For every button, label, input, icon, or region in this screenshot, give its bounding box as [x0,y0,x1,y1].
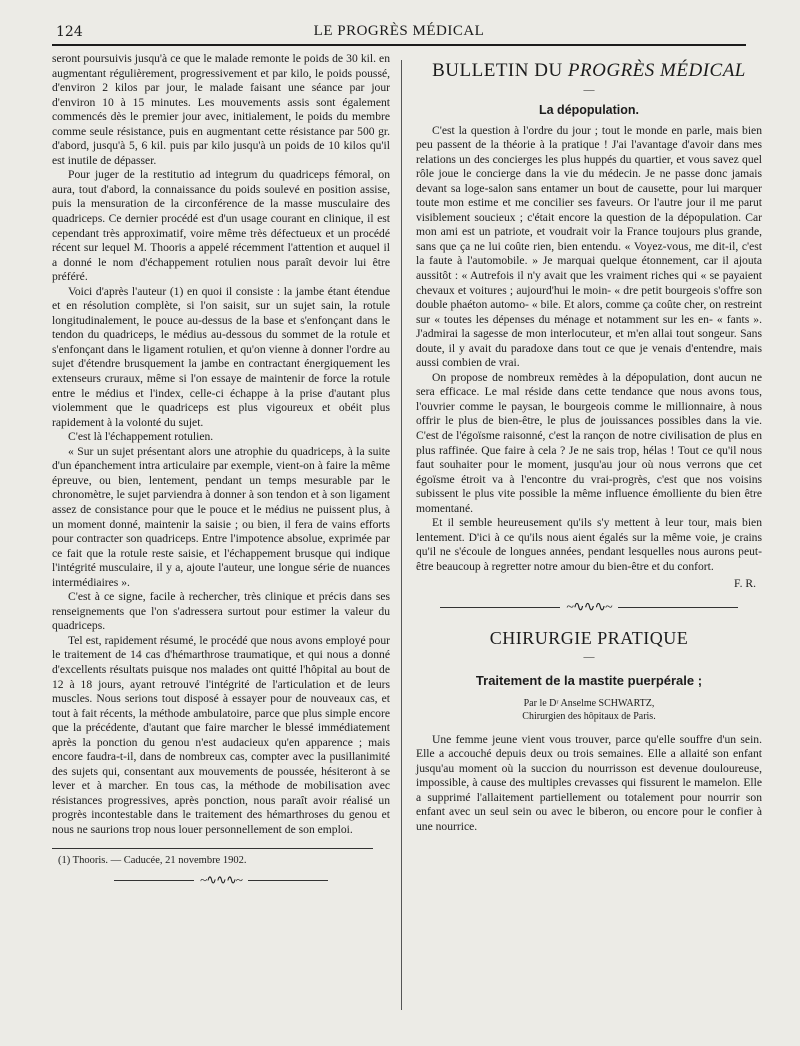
page-header [52,18,746,46]
bulletin-separator: — [583,84,595,96]
section-ornament: ~∿∿∿~ [416,599,762,617]
left-column [52,52,390,1037]
article-byline [416,697,762,723]
left-paragraph: seront poursuivis jusqu'à ce que le malade remonte le poids de 30 kil. en augmentant régulièrement, progressivement et par kilo, le poids poussé, d'environ 2 kilos par jour, le malade faisant une séance par jour d'environ 10 à 15 minutes. Les mouvements assis sont également commencés dès le premier jour avec, initialement, le poids du membre comme seule résistance, puis en augmentant cette résistance par 500 gr. d'abord, jusqu'à 5, 6 kil. puis par kilo jusqu'à un poids de 10 kilos qu'il est inutile de dépasser. [52,52,390,167]
bulletin-title-italic: PROGRÈS MÉDICAL [567,60,746,81]
left-paragraph: C'est à ce signe, facile à rechercher, très clinique et précis dans ses renseignements que l'on s'adressera surtout pour estimer la valeur du quadriceps. [52,590,390,633]
column-divider [401,60,402,1010]
article-title: Traitement de la mastite puerpérale ; [475,673,703,689]
journal-title: LE PROGRÈS MÉDICAL [313,23,485,39]
bulletin-paragraph: Et il semble heureusement qu'ils s'y mettent à leur tour, mais bien lentement. D'ici à ce qu'ils nous aient égalés sur la même voie, je crains qu'il ne s'écoule de longues années, pendant lesquelles nous aurons peut-être beaucoup à regretter notre amour du bien-être et du confort. [416,516,762,573]
left-paragraph: C'est là l'échappement rotulien. [68,430,214,444]
bulletin-signature: F. R. [734,576,756,590]
right-column [416,52,762,1037]
left-paragraph: Voici d'après l'auteur (1) en quoi il consiste : la jambe étant étendue et en résolution complète, si l'on saisit, sur un sujet sain, la rotule longitudinalement, le pouce au-dessus de la base et s'enfonçant dans le tendon du quadriceps, le médius au-dessous du sommet de la rotule et s'enfonçant dans le ligament rotulien, et qu'on vienne à donner l'ordre au sujet d'étendre brusquement la jambe en contractant énergiquement les extenseurs cruraux, même si l'on essaye de maintenir de force la rotule entre le médius et l'index, celle-ci échappe à la prise d'autant plus violemment que le quadriceps est plus vigoureux et obéit plus rapidement à la volonté du sujet. [52,284,390,429]
byline-author: Par le Dʳ Anselme SCHWARTZ, [523,697,655,709]
left-paragraph: Pour juger de la restitutio ad integrum du quadriceps fémoral, on aura, tout d'abord, la connaissance du poids soulevé en position assise, puis la mensuration de la circonférence de la masse musculaire des quadriceps. Ce dernier procédé est d'un usage courant en clinique, il est cependant très approximatif, voire même très défectueux et un procédé récent sur lequel M. Thooris a appelé récemment l'attention et auquel il a donné le nom d'échappement rotulien nous paraît devoir lui être préféré. [52,168,390,284]
bulletin-paragraph: C'est la question à l'ordre du jour ; tout le monde en parle, mais bien peu passent de la théorie à la pratique ! J'ai l'avantage d'avoir dans mes relations un des concierges les plus huppés du quartier, et vous savez quel rôle joue le concierge dans la vie du médecin. Je ne passe donc jamais devant sa loge-salon sans entamer un bout de causette, pour lui marquer toute mon estime et me concilier ses faveurs. Or l'autre jour il me parut visiblement soucieux ; c'était encore la question de la dépopulation. Car mon ami est un patriote, et voudrait voir la France toujours plus grande, sans que ça ne lui coûte rien, bien entendu. « Voyez-vous, me dit-il, c'est la faute à l'automobile. » Je marquai quelque étonnement, car il ajouta aussitôt : « Autrefois il n'y avait que les vraiment riches qui « se payaient chevaux et voitures ; aujourd'hui le moin- « dre petit bourgeois s'offre son double phaéton automo- « bile. Et alors, comme ça coûte cher, on restreint sur « toutes les dépenses du ménage et notamment sur les en- « fants ». J'admirai la sagesse de mon interlocuteur, et m'en allai tout songeur. Sans doute, il y avait du paradoxe dans tout ce que je venais d'entendre, mais aussi combien de vrai. [416,123,762,370]
footnote: (1) Thooris. — Caducée, 21 novembre 1902. [58,854,247,866]
chirurgie-separator: — [583,651,595,664]
byline-role: Chirurgien des hôpitaux de Paris. [522,710,656,722]
bulletin-paragraph: On propose de nombreux remèdes à la dépopulation, dont aucun ne sera efficace. Le mal réside dans cette tendance que nous avons tous, l'ouvrier comme le paysan, le bourgeois comme le millionnaire, à nous offrir le plus de bien-être, le plus de jouissances possibles dans la vie. C'est de l'égoïsme raisonné, c'est la rançon de notre civilisation de plus en plus raffinée. Que faire à cela ? Je ne sais trop, hélas ! Tout ce qu'il nous faut souhaiter pour le moment, jusqu'au jour où nous verrons que cet égoïsme étroit va à l'encontre du vrai-progrès, c'est que nos voisins subissent le plus vite possible la même influence émolliente du bien être momentané. [416,370,762,515]
bulletin-subtitle: La dépopulation. [539,103,639,117]
left-paragraph: Tel est, rapidement résumé, le procédé que nous avons employé pour le traitement de 14 cas d'hémarthrose traumatique, et qui nous a donné d'excellents résultats puisque nos malades ont quitté l'hôpital au bout de 12 à 18 jours, ayant retrouvé l'intégrité de l'articulation et de leurs muscles. Nous serions tout disposé à essayer pour de nouveaux cas, et tout à fait récents, la méthode ambulatoire, parce que plus simple encore que la précédente, d'autant que faire marcher le blessé immédiatement après la ponction du genou n'est audacieux qu'en apparence ; mais encore faudra-t-il, dans de nombreux cas, compter avec la pusillanimité des sujets qui, consentant aux mouvements de poussée, hésiteront à se lever et à marcher. En tous cas, la méthode de mobilisation avec résistances progressives, après ponction, nous paraît avoir réalisé un progrès incontestable dans le traitement des hémarthroses du genou et nous ne saurions trop nous louer personnellement de son emploi. [52,633,390,836]
footnote-divider [52,848,373,849]
chirurgie-section-title: CHIRURGIE PRATIQUE [489,628,689,649]
left-paragraph: « Sur un sujet présentant alors une atrophie du quadriceps, à la suite d'un épanchement intra articulaire par exemple, vient-on à faire la même épreuve, ou bien, lentement, pendant un temps mesurable par le chronomètre, le sujet parviendra à donner à son tendon et à son ligament assez de consistance pour que le pouce et le médius ne puissent plus, à un moment donné, maintenir la saisie ; ou bien, il fera de vains efforts pour contracter son quadriceps. Entre l'impotence absolue, exprimée par ce fait que la rotule reste saisie, et l'échappement brusque qui indique l'intégrité musculaire, il y a, ajoute l'auteur, une longue série de nuances intermédiaires ». [52,444,390,589]
bottom-ornament: ~∿∿∿~ [52,873,390,888]
page-number: 124 [56,24,83,40]
bulletin-title-prefix: BULLETIN DU [432,60,563,81]
article-paragraph: Une femme jeune vient vous trouver, parce qu'elle souffre d'un sein. Elle a accouché depuis deux ou trois semaines. Elle a allaité son enfant jusqu'au moment où la succion du nourrisson est devenue douloureuse, impossible, à cause des multiples crevasses qui fissurent le mamelon. Elle a supprimé l'allaitement partiellement ou totalement pour nourrir son enfant avec un seul sein ou avec le biberon, ou encore pour le confier à une nourrice. [416,732,762,833]
bulletin-title [416,60,762,82]
